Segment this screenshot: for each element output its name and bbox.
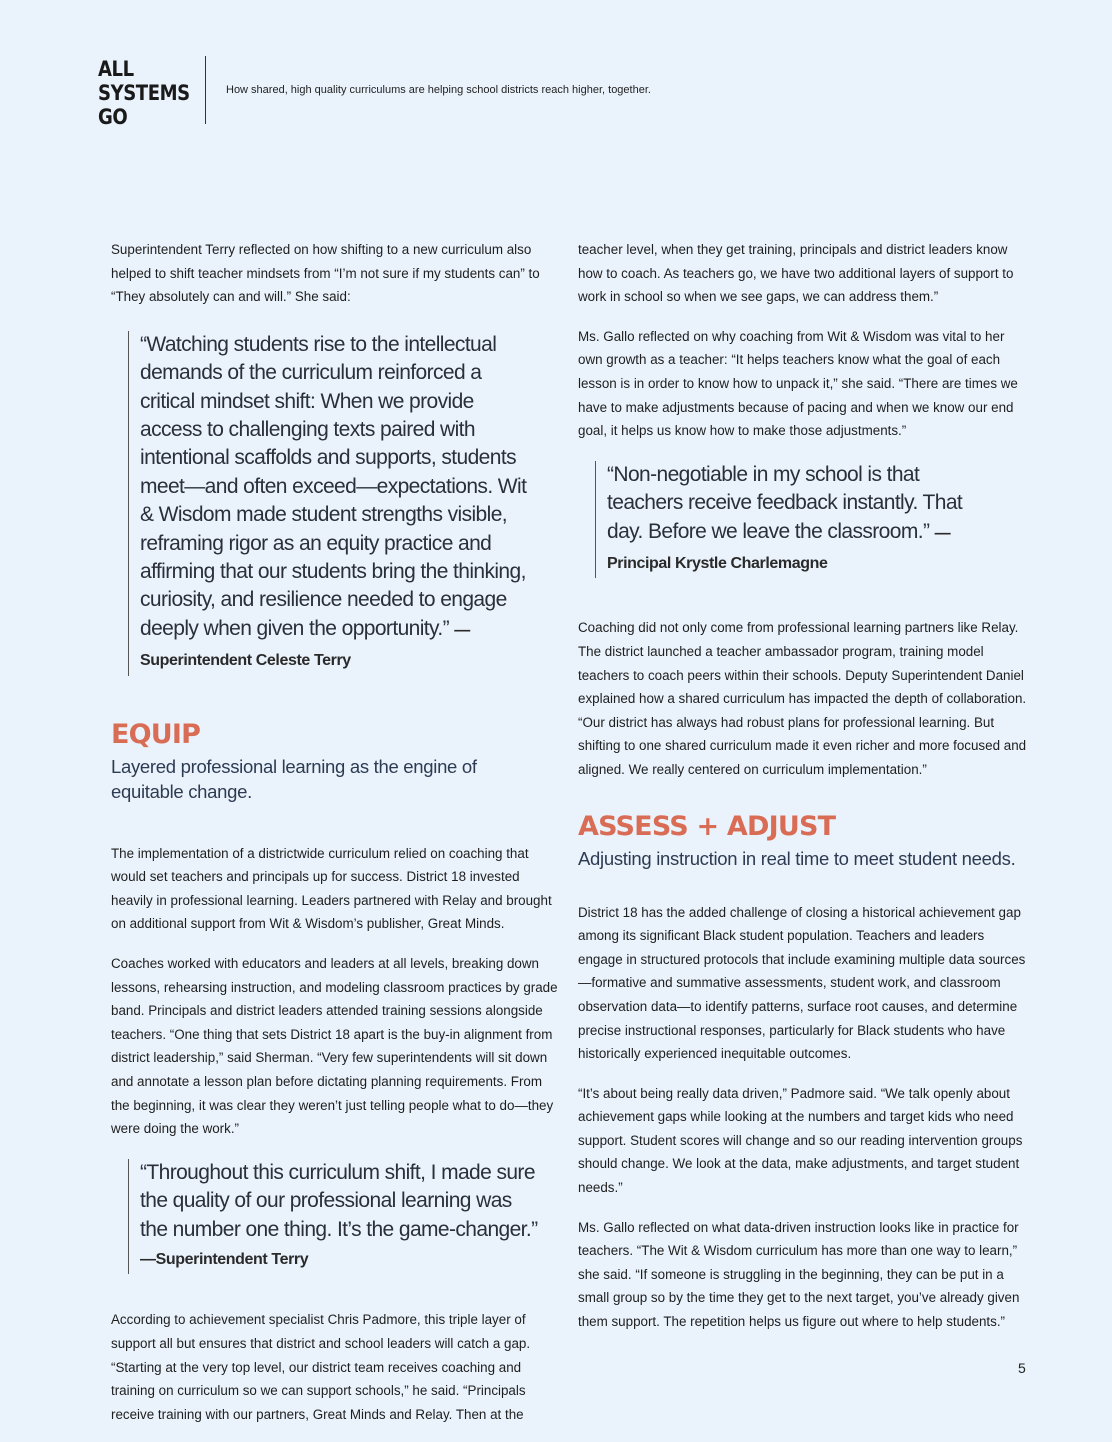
section-title-equip: EQUIP — [111, 718, 201, 750]
quote-text: “Non-negotiable in my school is that teachers receive feedback instantly. That day. Before we leave the classroom.” — [607, 462, 963, 543]
all-systems-go-logo — [98, 57, 190, 129]
intro-paragraph: Superintendent Terry reflected on how shifting to a new curriculum also helped to shift teacher mindsets from “I’m not sure if my students can” to “They absolutely can and will.” She said: — [111, 242, 540, 305]
body-paragraph: The implementation of a districtwide curriculum relied on coaching that would set teachers and principals up for success. District 18 invested heavily in professional learning. Leaders partnered with Relay and brought on additional support from Wit & Wisdom’s publisher, Great Minds. — [111, 845, 552, 932]
header-divider — [205, 56, 206, 124]
section-subtitle-equip: Layered professional learning as the engine of equitable change. — [111, 755, 477, 802]
pull-quote-terry — [128, 331, 540, 676]
page-number: 5 — [1018, 1360, 1026, 1376]
logo-line: GO — [98, 105, 128, 129]
quote-attribution: —Principal Krystle Charlemagne — [607, 524, 951, 572]
left-column — [111, 238, 561, 1442]
body-paragraph: “It’s about being really data driven,” Padmore said. “We talk openly about achievement gaps while looking at the numbers and target kids who need support. Student scores will change and so our reading intervention groups should change. We look at the data, make adjustments, and target student needs.” — [578, 1085, 1023, 1196]
body-paragraph: District 18 has the added challenge of closing a historical achievement gap among its significant Black student population. Teachers and leaders engage in structured protocols that include examining multiple data sources—formative and summative assessments, student work, and classroom observation data—to identify patterns, surface root causes, and determine precise instructional responses, particularly for Black students who have historically experienced inequitable outcomes. — [578, 904, 1026, 1062]
quote-attribution: —Superintendent Terry — [140, 1251, 309, 1268]
body-paragraph: teacher level, when they get training, principals and district leaders know how to coach. As teachers go, we have two additional layers of support to work in school so when we see gaps, we can address them.” — [578, 242, 1014, 305]
section-subtitle-assess-adjust: Adjusting instruction in real time to meet student needs. — [578, 847, 1016, 869]
right-column — [578, 238, 1028, 1350]
pull-quote-terry-2 — [128, 1159, 540, 1275]
section-title-assess-adjust: ASSESS + ADJUST — [578, 810, 836, 842]
pull-quote-charlemagne — [595, 461, 997, 579]
body-paragraph: Coaching did not only come from professional learning partners like Relay. The district launched a teacher ambassador program, training model teachers to coach peers within their schools. Deputy Superintendent Daniel explained how a shared curriculum has impacted the depth of collaboration. “Our district has always had robust plans for professional learning. But shifting to one shared curriculum made it even richer and more focused and aligned. We really centered on curriculum implementation.” — [578, 620, 1027, 777]
logo-line: ALL — [98, 57, 134, 81]
quote-attribution: —Superintendent Celeste Terry — [140, 621, 470, 670]
quote-text: “Throughout this curriculum shift, I made sure the quality of our professional learning was the number one thing. It’s the game-changer.” — [140, 1160, 538, 1241]
logo-line: SYSTEMS — [98, 81, 190, 105]
body-paragraph: According to achievement specialist Chris Padmore, this triple layer of support all but ensures that district and school leaders will catch a gap. “Starting at the very top level, our district team receives coaching and training on curriculum so we can support schools,” he said. “Principals receive training with our partners, Great Minds and Relay. Then at the — [111, 1312, 531, 1422]
quote-text: “Watching students rise to the intellectual demands of the curriculum reinforced a critical mindset shift: When we provide access to challenging texts paired with intentional scaffolds and supports, students meet—and often exceed—expectations. Wit & Wisdom made student strengths visible, reframing rigor as an equity practice and affirming that our students bring the thinking, curiosity, and resilience needed to engage deeply when given the opportunity.” — [140, 332, 527, 640]
body-paragraph: Ms. Gallo reflected on what data-driven instruction looks like in practice for teachers. “The Wit & Wisdom curriculum has more than one way to learn,” she said. “If someone is struggling in the beginning, they can be put in a small group so by the time they get to the next target, you’ve already given them support. The repetition helps us figure out where to help students.” — [578, 1219, 1020, 1330]
body-paragraph: Ms. Gallo reflected on why coaching from Wit & Wisdom was vital to her own growth as a teacher: “It helps teachers know what the goal of each lesson is in order to know how to unpack it,” she said. “There are times we have to make adjustments because of pacing and when we know our end goal, it helps us know how to make those adjustments.” — [578, 328, 1018, 439]
header-tagline: How shared, high quality curriculums are helping school districts reach higher, together. — [226, 84, 651, 96]
body-paragraph: Coaches worked with educators and leaders at all levels, breaking down lessons, rehearsing instruction, and modeling classroom practices by grade band. Principals and district leaders attended training sessions alongside teachers. “One thing that sets District 18 apart is the buy-in alignment from district leadership,” said Sherman. “Very few superintendents will sit down and annotate a lesson plan before dictating planning requirements. From the beginning, it was clear they weren’t just telling people what to do—they were doing the work.” — [111, 956, 558, 1137]
